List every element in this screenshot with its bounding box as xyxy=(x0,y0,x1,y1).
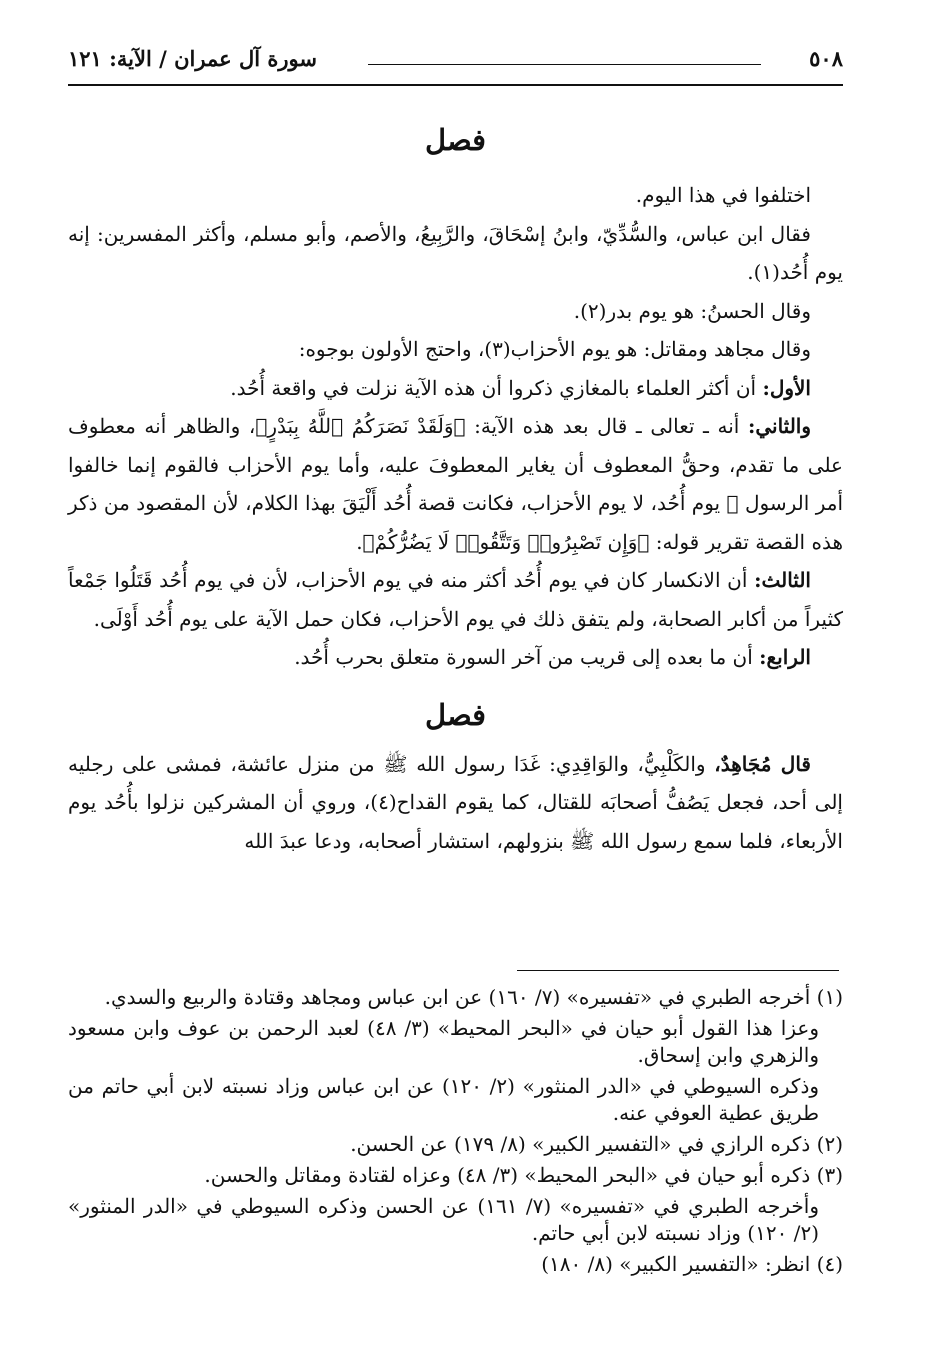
paragraph-text: وقال مجاهد ومقاتل: هو يوم الأحزاب(٣)، واحتج الأولون بوجوه: xyxy=(298,337,811,361)
paragraph xyxy=(68,330,843,369)
section-heading: فصل xyxy=(425,123,486,157)
paragraph xyxy=(68,215,843,292)
running-header xyxy=(68,42,843,78)
footnotes xyxy=(68,984,843,1282)
paragraph xyxy=(68,638,843,677)
paragraph xyxy=(68,292,843,331)
paragraph xyxy=(68,561,843,638)
paragraph-text: وقال الحسنُ: هو يوم بدر(٢). xyxy=(573,298,811,323)
paragraph xyxy=(68,369,843,408)
point-label: الرابع: xyxy=(759,645,811,669)
footnote: (٣) ذكره أبو حيان في «البحر المحيط» (٣/ ٤٨) وعزاه لقتادة ومقاتل والحسن. xyxy=(204,1163,843,1187)
footnote: (٢) ذكره الرازي في «التفسير الكبير» (٨/ ١٧٩) عن الحسن. xyxy=(350,1132,843,1156)
paragraph-text: أن أكثر العلماء بالمغازي ذكروا أن هذه الآية نزلت في واقعة أُحُد. xyxy=(230,375,757,400)
point-label: الأول: xyxy=(762,375,811,400)
point-label: والثاني: xyxy=(747,414,812,438)
paragraph xyxy=(68,176,843,215)
paragraph xyxy=(68,407,843,561)
paragraph-text: أن ما بعده إلى قريب من آخر السورة متعلق بحرب أُحُد. xyxy=(294,645,753,669)
paragraph-text: اختلفوا في هذا اليوم. xyxy=(635,183,811,207)
point-label: قال مُجَاهِدٌ، xyxy=(714,751,811,776)
paragraph xyxy=(68,745,843,861)
paragraph-text: فقال ابن عباس، والسُّدِّيّ، وابنُ إسْحَاقَ، والرَّبِيعُ، والأصم، وأبو مسلم، وأكثر المفسرين: إنه يوم أُحُد(١). xyxy=(68,221,843,284)
footnote: وعزا هذا القول أبو حيان في «البحر المحيط» (٣/ ٤٨) لعبد الرحمن بن عوف وابن مسعود والزهري وابن إسحاق. xyxy=(68,1016,819,1067)
footnote: (١) أخرجه الطبري في «تفسيره» (٧/ ١٦٠) عن ابن عباس ومجاهد وقتادة والربيع والسدي. xyxy=(104,985,843,1009)
main-text xyxy=(68,116,843,860)
footnote: (٤) انظر: «التفسير الكبير» (٨/ ١٨٠) xyxy=(541,1252,843,1276)
header-rule xyxy=(68,84,843,86)
section-heading: فصل xyxy=(425,697,486,732)
footnote: وذكره السيوطي في «الدر المنثور» (٢/ ١٢٠) عن ابن عباس وزاد نسبته لابن أبي حاتم من طريق عطية العوفي عنه. xyxy=(68,1074,820,1125)
paragraph-text: أن الانكسار كان في يوم أُحُد أكثر منه في يوم الأحزاب، لأن في يوم أُحُد قَتَلُوا جَمْعاً كثيراً من أكابر الصحابة، ولم يتفق ذلك في يوم الأحزاب، فكان حمل الآية على يوم أُحُد أَوْلَى. xyxy=(68,568,843,631)
footnote: وأخرجه الطبري في «تفسيره» (٧/ ١٦١) عن الحسن وذكره السيوطي في «الدر المنثور» (٢/ ١٢٠) وزاد نسبته لابن أبي حاتم. xyxy=(68,1194,819,1245)
footnote-separator xyxy=(517,970,839,971)
header-dash xyxy=(368,64,761,65)
point-label: الثالث: xyxy=(754,568,811,592)
paragraph-text: والكَلْبِيُّ، والوَاقِدِي: غَدَا رسول الله ﷺ من منزل عائشة، فمشى على رجليه إلى أحد، فجعل يَصُفُّ أصحابَه للقتال، كما يقوم القداح(٤)، وروي أن المشركين نزلوا بأُحُد يوم الأربعاء، فلما سمع رسول الله ﷺ بنزولهم، استشار أصحابه، ودعا عبدَ الله xyxy=(68,751,843,853)
running-title: سورة آل عمران / الآية: ١٢١ xyxy=(68,46,317,71)
paragraph-text: أنه ـ تعالى ـ قال بعد هذه الآية: ﴿وَلَقَدْ نَصَرَكُمُ ٱللَّهُ بِبَدْرٍ﴾، والظاهر أنه معطوف على ما تقدم، وحقُّ المعطوف أن يغاير المعطوفَ عليه، وأما يوم الأحزاب فالقوم إنما خالفوا أمر الرسول ﷺ يوم أُحُد، لا يوم الأحزاب، فكانت قصة أُحُد أَلْيَقَ بهذا الكلام، لأن المقصود من ذكر هذه القصة تقرير قوله: ﴿وَإِن تَصْبِرُوا۟ وَتَتَّقُوا۟ لَا يَضُرُّكُمْ﴾. xyxy=(68,414,843,554)
page-number: ٥٠٨ xyxy=(809,46,843,71)
